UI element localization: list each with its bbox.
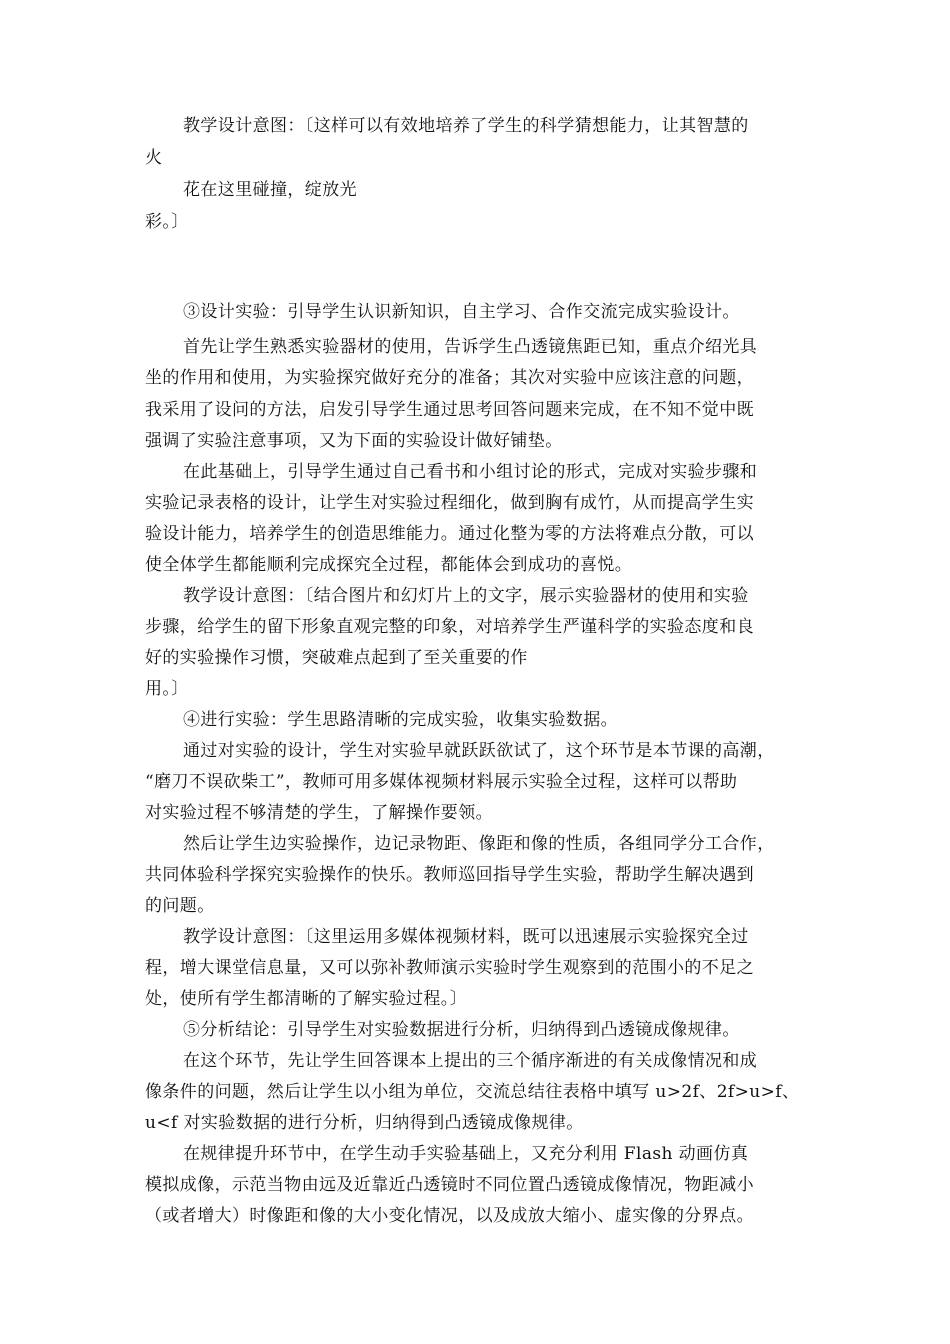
text-line: u<f 对实验数据的进行分析，归纳得到凸透镜成像规律。 [145,1113,584,1133]
text-line: 强调了实验注意事项，又为下面的实验设计做好铺垫。 [145,431,563,451]
text-line: 彩。〕 [145,212,189,232]
text-line: 验设计能力，培养学生的创造思维能力。通过化整为零的方法将难点分散，可以 [145,524,754,544]
text-line: 模拟成像，示范当物由远及近靠近凸透镜时不同位置凸透镜成像情况，物距减小 [145,1175,754,1195]
text-line: 处，使所有学生都清晰的了解实验过程。〕 [145,989,468,1009]
text-line: （或者增大）时像距和像的大小变化情况，以及成放大缩小、虚实像的分界点。 [145,1206,754,1226]
text-line: 共同体验科学探究实验操作的快乐。教师巡回指导学生实验，帮助学生解决遇到 [145,865,754,885]
text-line: 的问题。 [145,896,215,916]
text-line: 步骤，给学生的留下形象直观完整的印象，对培养学生严谨科学的实验态度和良 [145,617,754,637]
text-line: “磨刀不误砍柴工”，教师可用多媒体视频材料展示实验全过程，这样可以帮助 [145,772,738,792]
text-line: 首先让学生熟悉实验器材的使用，告诉学生凸透镜焦距已知，重点介绍光具 [183,337,758,357]
section-heading: ⑤分析结论：引导学生对实验数据进行分析，归纳得到凸透镜成像规律。 [183,1020,740,1040]
text-line: 我采用了设问的方法，启发引导学生通过思考回答问题来完成，在不知不觉中既 [145,400,754,420]
text-line: 好的实验操作习惯，突破难点起到了至关重要的作 [145,648,528,668]
text-line: 程，增大课堂信息量，又可以弥补教师演示实验时学生观察到的范围小的不足之 [145,958,754,978]
text-line: 坐的作用和使用，为实验探究做好充分的准备；其次对实验中应该注意的问题， [145,368,754,388]
text-line: 实验记录表格的设计，让学生对实验过程细化，做到胸有成竹，从而提高学生实 [145,493,754,513]
text-line: 在规律提升环节中，在学生动手实验基础上，又充分利用 Flash 动画仿真 [183,1144,749,1164]
section-heading: ④进行实验：学生思路清晰的完成实验，收集实验数据。 [183,710,618,730]
text-line: 像条件的问题，然后让学生以小组为单位，交流总结往表格中填写 u>2f、2f>u>f、 [145,1082,800,1102]
section-heading: ③设计实验：引导学生认识新知识，自主学习、合作交流完成实验设计。 [183,302,740,322]
text-line: 在这个环节，先让学生回答课本上提出的三个循序渐进的有关成像情况和成 [183,1051,758,1071]
text-line: 教学设计意图：〔这里运用多媒体视频材料，既可以迅速展示实验探究全过 [183,927,749,947]
text-line: 花在这里碰撞，绽放光 [183,180,357,200]
text-line: 用。〕 [145,679,189,699]
text-line: 使全体学生都能顺利完成探究全过程，都能体会到成功的喜悦。 [145,555,633,575]
text-line: 在此基础上，引导学生通过自己看书和小组讨论的形式，完成对实验步骤和 [183,462,758,482]
text-line: 对实验过程不够清楚的学生，了解操作要领。 [145,803,493,823]
text-line: 火 [145,148,163,168]
text-line: 教学设计意图：〔这样可以有效地培养了学生的科学猜想能力，让其智慧的 [183,116,749,136]
text-line: 通过对实验的设计，学生对实验早就跃跃欲试了，这个环节是本节课的高潮， [183,741,775,761]
text-line: 教学设计意图：〔结合图片和幻灯片上的文字，展示实验器材的使用和实验 [183,586,749,606]
text-line: 然后让学生边实验操作，边记录物距、像距和像的性质，各组同学分工合作， [183,834,775,854]
